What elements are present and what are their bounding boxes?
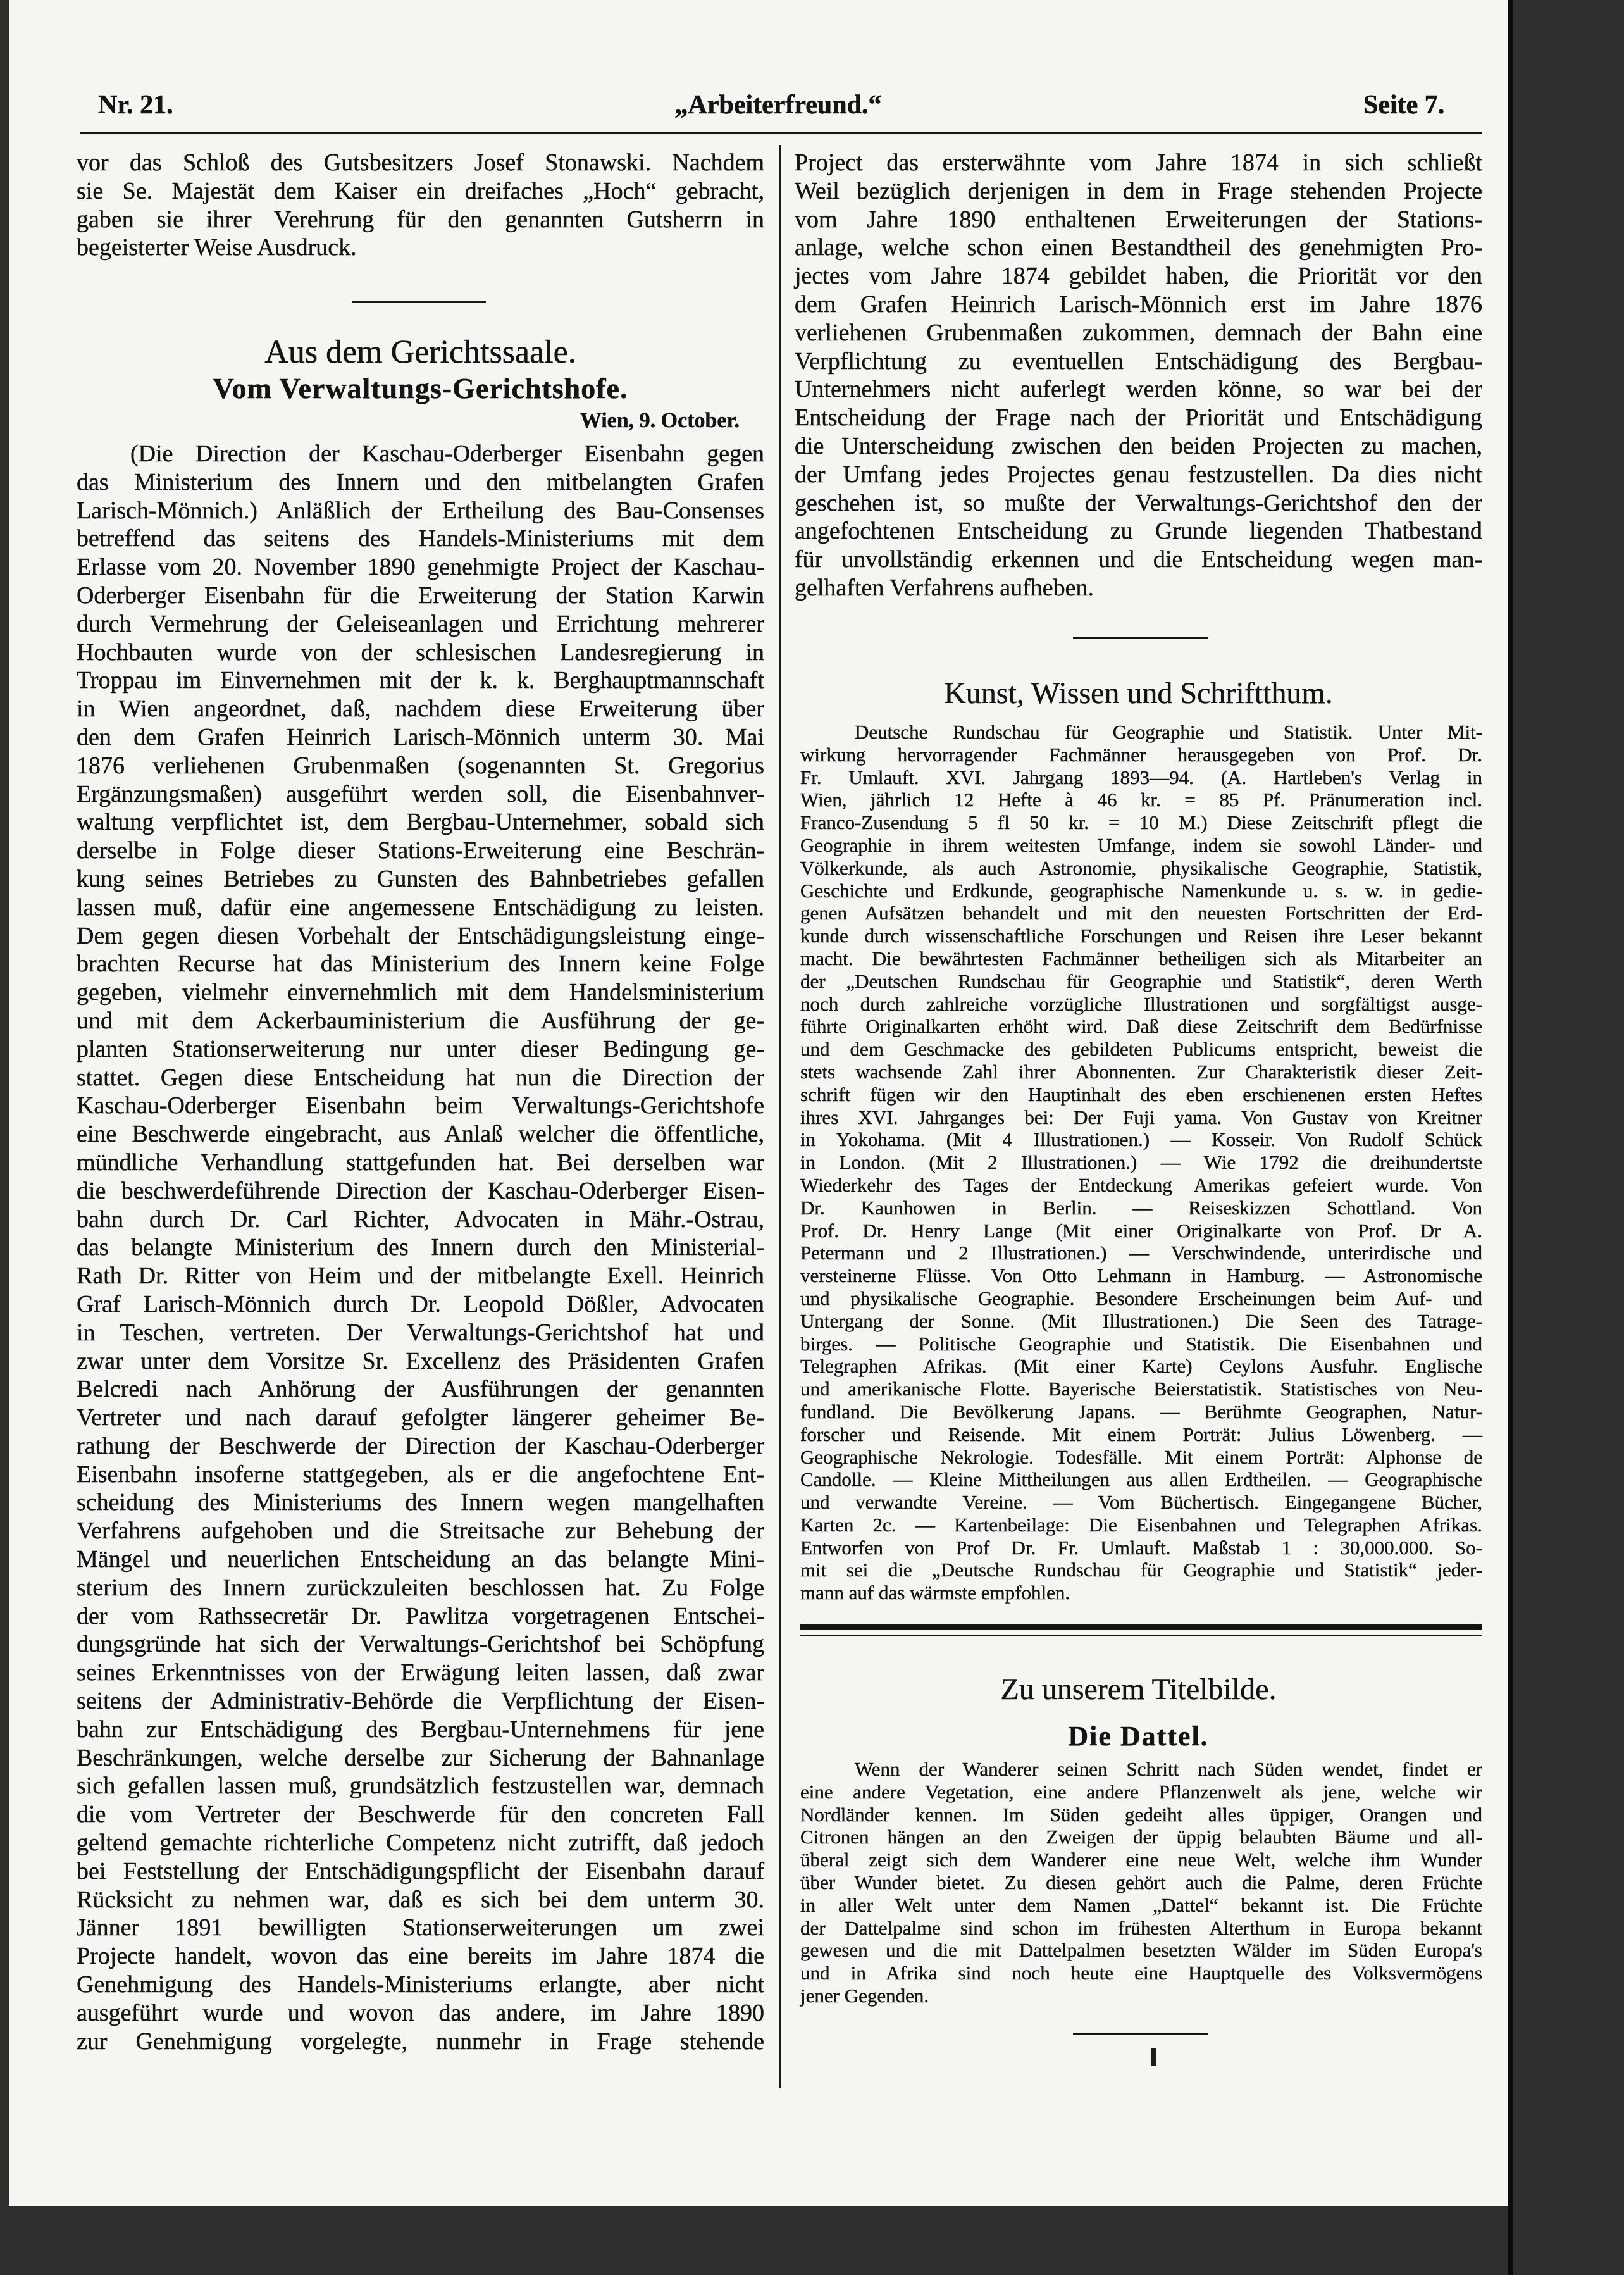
text-line: und physikalische Geographie. Besondere Erscheinungen beim Auf- und xyxy=(800,1287,1482,1309)
text-line: Franco-Zusendung 5 fl 50 kr. = 10 M.) Diese Zeitschrift pflegt die xyxy=(800,811,1482,834)
text-line: Verpflichtung zu eventuellen Entschädigung des Bergbau- xyxy=(795,347,1482,375)
text-line: Genehmigung des Handels-Ministeriums erlangte, aber nicht xyxy=(77,1971,764,1998)
text-line: (Die Direction der Kaschau-Oderberger Eisenbahn gegen xyxy=(130,440,764,467)
text-line: kunde durch wissenschaftliche Forschungen und Reisen ihre Leser bekannt xyxy=(800,925,1482,947)
text-line: forscher und Reisende. Mit einem Porträt: Julius Löwenberg. — xyxy=(800,1423,1482,1445)
text-line: über Wunder bietet. Zu diesen gehört auch die Palme, deren Früchte xyxy=(800,1871,1482,1893)
text-line: vor das Schloß des Gutsbesitzers Josef Stonawski. Nachdem xyxy=(77,149,764,176)
newspaper-title: „Arbeiterfreund.“ xyxy=(674,90,882,120)
text-line: zwar unter dem Vorsitze Sr. Excellenz des Präsidenten Grafen xyxy=(77,1347,764,1374)
text-line: Kaschau-Oderberger Eisenbahn beim Verwaltungs-Gerichtshofe xyxy=(77,1092,764,1119)
text-line: eine Beschwerde eingebracht, aus Anlaß welcher die öffentliche, xyxy=(77,1121,764,1148)
text-line: Jänner 1891 bewilligten Stationserweiterungen um zwei xyxy=(77,1914,764,1942)
text-line: Belcredi nach Anhörung der Ausführungen der genannten xyxy=(77,1376,764,1403)
text-line: gewesen und die mit Dattelpalmen besetzten Wälder im Süden Europa's xyxy=(800,1939,1482,1962)
text-line: mündliche Verhandlung stattgefunden hat. Bei derselben war xyxy=(77,1149,764,1176)
text-line: anlage, welche schon einen Bestandtheil des genehmigten Pro- xyxy=(795,234,1482,261)
text-line: Telegraphen Afrikas. (Mit einer Karte) Ceylons Ausfuhr. Englische xyxy=(800,1355,1482,1378)
text-line: Candolle. — Kleine Mittheilungen aus allen Erdtheilen. — Geographische xyxy=(800,1468,1482,1491)
text-line: versteinerne Flüsse. Von Otto Lehmann in Hamburg. — Astronomische xyxy=(800,1264,1482,1287)
text-line: Karten 2c. — Kartenbeilage: Die Eisenbahnen und Telegraphen Afrikas. xyxy=(800,1513,1482,1536)
intro-paragraph xyxy=(77,149,764,262)
page-number: Seite 7. xyxy=(1363,90,1445,120)
text-line: Prof. Dr. Henry Lange (Mit einer Originalkarte von Prof. Dr A. xyxy=(800,1219,1482,1242)
text-line: und dem Geschmacke des gebildeten Publicums entspricht, beweist die xyxy=(800,1038,1482,1061)
text-line: Troppau im Einvernehmen mit der k. k. Berghauptmannschaft xyxy=(77,667,764,694)
text-line: Entscheidung der Frage nach der Priorität und Entschädigung xyxy=(795,404,1482,432)
text-line: und in Afrika sind noch heute eine Hauptquelle des Volksvermögens xyxy=(800,1962,1482,1985)
text-line: brachten Recurse hat das Ministerium des Innern keine Folge xyxy=(77,951,764,978)
text-line: sterium des Innern zurückzuleiten beschlossen hat. Zu Folge xyxy=(77,1574,764,1601)
arts-heading: Kunst, Wissen und Schriftthum. xyxy=(944,676,1333,710)
text-line: führte Originalkarten erhöht wird. Daß diese Zeitschrift dem Bedürfnisse xyxy=(800,1015,1482,1038)
text-line: macht. Die bewährtesten Fachmänner betheiligen sich als Mitarbeiter an xyxy=(800,947,1482,969)
text-line: den dem Grafen Heinrich Larisch-Mönnich unterm 30. Mai xyxy=(77,723,764,751)
text-line: 1876 verliehenen Grubenmaßen (sogenannten St. Gregorius xyxy=(77,752,764,779)
text-line: jener Gegenden. xyxy=(800,1984,929,2007)
cover-subheading: Die Dattel. xyxy=(1068,1721,1209,1752)
text-line: stattet. Gegen diese Entscheidung hat nun die Direction der xyxy=(77,1064,764,1091)
text-line: Unternehmers nicht auferlegt werden könne, so war bei der xyxy=(795,376,1482,403)
text-line: Dem gegen diesen Vorbehalt der Entschädigungsleistung einge- xyxy=(77,922,764,949)
text-line: Deutsche Rundschau für Geographie und Statistik. Unter Mit- xyxy=(855,721,1482,743)
text-line: durch Vermehrung der Geleiseanlagen und Errichtung mehrerer xyxy=(77,610,764,637)
text-line: scheidung des Ministeriums des Innern wegen mangelhaften xyxy=(77,1489,764,1516)
text-line: der Dattelpalme sind schon im frühesten Alterthum in Europa bekannt xyxy=(800,1916,1482,1939)
text-line: Rücksicht zu nehmen war, daß es sich bei dem unterm 30. xyxy=(77,1886,764,1913)
court-article xyxy=(77,440,764,2055)
text-line: die Unterscheidung zwischen den beiden Projecten zu machen, xyxy=(795,432,1482,459)
text-line: Eisenbahn insoferne stattgegeben, als er die angefochtene Ent- xyxy=(77,1461,764,1488)
text-line: eine andere Vegetation, eine andere Pflanzenwelt als jene, welche wir xyxy=(800,1780,1482,1803)
thin-rule xyxy=(800,1635,1482,1636)
text-line: Project das ersterwähnte vom Jahre 1874 in sich schließt xyxy=(795,149,1482,176)
text-line: Vertreter und nach darauf gefolgter längerer geheimer Be- xyxy=(77,1404,764,1431)
text-line: zur Genehmigung vorgelegte, nunmehr in Frage stehende xyxy=(77,2028,764,2055)
text-line: ihres XVI. Jahrganges bei: Der Fuji yama. Von Gustav von Kreitner xyxy=(800,1106,1482,1128)
text-line: in aller Welt unter dem Namen „Dattel“ bekannt ist. Die Früchte xyxy=(800,1893,1482,1916)
text-line: und verwandte Vereine. — Vom Büchertisch. Eingegangene Bücher, xyxy=(800,1491,1482,1514)
text-line: lassen muß, dafür eine angemessene Entschädigung zu leisten. xyxy=(77,894,764,921)
court-subheading: Vom Verwaltungs-Gerichtshofe. xyxy=(213,372,628,404)
text-line: Verfahrens aufgehoben und die Streitsache zur Behebung der xyxy=(77,1518,764,1545)
column-divider xyxy=(779,145,781,2088)
text-line: in London. (Mit 2 Illustrationen.) — Wie 1792 die dreihundertste xyxy=(800,1151,1482,1174)
text-line: Dr. Kaunhowen in Berlin. — Reiseskizzen Schottland. Von xyxy=(800,1196,1482,1219)
text-line: mann auf das wärmste empfohlen. xyxy=(800,1581,1070,1604)
text-line: geschehen ist, so mußte der Verwaltungs-Gerichtshof den der xyxy=(795,489,1482,516)
text-line: dem Grafen Heinrich Larisch-Mönnich erst im Jahre 1876 xyxy=(795,290,1482,318)
text-line: Oderberger Eisenbahn für die Erweiterung der Station Karwin xyxy=(77,582,764,609)
text-line: stets wachsende Zahl ihrer Abonnenten. Zur Charakteristik dieser Zeit- xyxy=(800,1060,1482,1083)
text-line: Untergang der Sonne. (Mit Illustrationen.) Die Seen des Tatrage- xyxy=(800,1309,1482,1332)
text-line: Petermann und 2 Illustrationen.) — Verschwindende, unterirdische und xyxy=(800,1242,1482,1264)
text-line: birges. — Politische Geographie und Statistik. Die Eisenbahnen und xyxy=(800,1332,1482,1355)
text-line: Wiederkehr des Tages der Entdeckung Amerikas gefeiert wurde. Von xyxy=(800,1173,1482,1196)
text-line: derselbe in Folge dieser Stations-Erweiterung eine Beschrän- xyxy=(77,837,764,864)
text-line: in Yokohama. (Mit 4 Illustrationen.) — Kosseir. Von Rudolf Schück xyxy=(800,1128,1482,1151)
section-rule xyxy=(352,301,486,303)
text-line: ausgeführt wurde und wovon das andere, im Jahre 1890 xyxy=(77,1999,764,2026)
text-line: Weil bezüglich derjenigen in dem in Frage stehenden Projecte xyxy=(795,177,1482,204)
text-line: Projecte handelt, wovon das eine bereits im Jahre 1874 die xyxy=(77,1943,764,1970)
scan-edge xyxy=(1508,0,1513,2275)
court-article-continued xyxy=(795,149,1482,602)
text-line: Entworfen von Prof Dr. Fr. Umlauft. Maßstab 1 : 30,000.000. So- xyxy=(800,1536,1482,1559)
text-line: überal zeigt sich dem Wanderer eine neue Welt, welche ihm Wunder xyxy=(800,1848,1482,1871)
text-line: begeisterter Weise Ausdruck. xyxy=(77,234,357,261)
text-line: fundland. Die Bevölkerung Japans. — Berühmte Geographen, Natur- xyxy=(800,1400,1482,1423)
text-line: Hochbauten wurde von der schlesischen Landesregierung in xyxy=(77,639,764,666)
text-line: geltend gemachte richterliche Competenz nicht zutrifft, daß jedoch xyxy=(77,1829,764,1857)
court-heading: Aus dem Gerichtssaale. xyxy=(264,334,576,370)
text-line: wirkung hervorragender Fachmänner herausgegeben von Prof. Dr. xyxy=(800,743,1482,766)
text-line: Wenn der Wanderer seinen Schritt nach Süden wendet, findet er xyxy=(855,1758,1482,1780)
text-line: bei Feststellung der Entschädigungspflicht der Eisenbahn darauf xyxy=(77,1857,764,1885)
cover-heading: Zu unserem Titelbilde. xyxy=(1000,1673,1277,1706)
text-line: planten Stationserweiterung nur unter dieser Bedingung ge- xyxy=(77,1035,764,1063)
text-line: kung seines Betriebes zu Gunsten des Bahnbetriebes gefallen xyxy=(77,865,764,892)
ornament-mark xyxy=(1151,2048,1156,2066)
text-line: rathung der Beschwerde der Direction der Kaschau-Oderberger xyxy=(77,1432,764,1459)
text-line: der Umfang jedes Projectes genau festzustellen. Da dies nicht xyxy=(795,461,1482,488)
text-line: der vom Rathssecretär Dr. Pawlitza vorgetragenen Entschei- xyxy=(77,1602,764,1630)
court-dateline: Wien, 9. October. xyxy=(580,409,740,432)
text-line: Graf Larisch-Mönnich durch Dr. Leopold Dößler, Advocaten xyxy=(77,1290,764,1318)
text-line: seitens der Administrativ-Behörde die Verpflichtung der Eisen- xyxy=(77,1688,764,1715)
cover-article xyxy=(800,1758,1482,2007)
text-line: und mit dem Ackerbauministerium die Ausführung der ge- xyxy=(77,1007,764,1034)
text-line: Nordländer kennen. Im Süden gedeiht alles üppiger, Orangen und xyxy=(800,1803,1482,1826)
end-rule xyxy=(1073,2033,1208,2035)
text-line: sich gefallen lassen muß, grundsätzlich festzustellen war, demnach xyxy=(77,1773,764,1800)
text-line: Beschränkungen, welche derselbe zur Sicherung der Bahnanlage xyxy=(77,1744,764,1771)
text-line: verliehenen Grubenmaßen zukommen, demnach der Bahn eine xyxy=(795,319,1482,346)
text-line: betreffend das seitens des Handels-Ministeriums mit dem xyxy=(77,525,764,552)
text-line: in Wien angeordnet, daß, nachdem diese Erweiterung über xyxy=(77,695,764,723)
text-line: das belangte Ministerium des Innern durch den Ministerial- xyxy=(77,1234,764,1261)
text-line: bahn durch Dr. Carl Richter, Advocaten in Mähr.-Ostrau, xyxy=(77,1206,764,1233)
text-line: Mängel und neuerlichen Entscheidung an das belangte Mini- xyxy=(77,1546,764,1573)
text-line: bahn zur Entschädigung des Bergbau-Unternehmens für jene xyxy=(77,1716,764,1743)
text-line: seines Erkenntnisses von der Erwägung leiten lassen, daß zwar xyxy=(77,1659,764,1686)
text-line: sie Se. Majestät dem Kaiser ein dreifaches „Hoch“ gebracht, xyxy=(77,177,764,204)
text-line: der „Deutschen Rundschau für Geographie und Statistik“, deren Werth xyxy=(800,969,1482,992)
text-line: gegeben, vielmehr einvernehmlich mit dem Handelsministerium xyxy=(77,979,764,1006)
text-line: waltung verpflichtet ist, dem Bergbau-Unternehmer, sobald sich xyxy=(77,809,764,836)
text-line: noch durch zahlreiche vorzügliche Illustrationen und sorgfältigst ausge- xyxy=(800,992,1482,1015)
text-line: Fr. Umlauft. XVI. Jahrgang 1893—94. (A. Hartleben's Verlag in xyxy=(800,766,1482,788)
issue-number: Nr. 21. xyxy=(98,90,173,120)
text-line: Rath Dr. Ritter von Heim und der mitbelangte Exell. Heinrich xyxy=(77,1262,764,1290)
text-line: mit sei die „Deutsche Rundschau für Geographie und Statistik“ jeder- xyxy=(800,1559,1482,1581)
text-line: und amerikanische Flotte. Bayerische Beierstatistik. Statistisches von Neu- xyxy=(800,1378,1482,1400)
text-line: Larisch-Mönnich.) Anläßlich der Ertheilung des Bau-Consenses xyxy=(77,497,764,524)
text-line: Geschichte und Erdkunde, geographische Namenkunde u. s. w. in gedie- xyxy=(800,879,1482,902)
text-line: Erlasse vom 20. November 1890 genehmigte Project der Kaschau- xyxy=(77,554,764,581)
text-line: Geographie in ihrem weitesten Umfange, indem sie sowohl Länder- und xyxy=(800,833,1482,856)
header-rule xyxy=(80,132,1482,134)
text-line: jectes vom Jahre 1874 gebildet haben, die Priorität vor den xyxy=(795,263,1482,290)
text-line: gelhaften Verfahrens aufheben. xyxy=(795,574,1094,601)
text-line: Citronen hängen an den Zweigen der üppig belaubten Bäume und all- xyxy=(800,1826,1482,1848)
text-line: in Teschen, vertreten. Der Verwaltungs-Gerichtshof hat und xyxy=(77,1319,764,1346)
text-line: das Ministerium des Innern und den mitbelangten Grafen xyxy=(77,468,764,496)
text-line: Wien, jährlich 12 Hefte à 46 kr. = 85 Pf. Pränumeration incl. xyxy=(800,788,1482,811)
text-line: Ergänzungsmaßen) ausgeführt werden soll, die Eisenbahnver- xyxy=(77,780,764,807)
text-line: schrift fügen wir den Hauptinhalt des eben erschienenen ersten Heftes xyxy=(800,1083,1482,1106)
section-rule xyxy=(1073,637,1208,639)
text-line: angefochtenen Entscheidung zu Grunde liegenden Thatbestand xyxy=(795,518,1482,545)
text-line: Völkerkunde, als auch Astronomie, physikalische Geographie, Statistik, xyxy=(800,856,1482,879)
text-line: gaben sie ihrer Verehrung für den genannten Gutsherrn in xyxy=(77,206,764,233)
thick-rule xyxy=(800,1624,1482,1630)
text-line: dungsgründe hat sich der Verwaltungs-Gerichtshof bei Schöpfung xyxy=(77,1631,764,1658)
text-line: die vom Vertreter der Beschwerde für den concreten Fall xyxy=(77,1801,764,1828)
text-line: die beschwerdeführende Direction der Kaschau-Oderberger Eisen- xyxy=(77,1177,764,1204)
arts-review xyxy=(800,721,1482,1604)
text-line: für unvollständig erkennen und die Entscheidung wegen man- xyxy=(795,546,1482,573)
text-line: vom Jahre 1890 enthaltenen Erweiterungen der Stations- xyxy=(795,206,1482,233)
text-line: genen Aufsätzen behandelt und mit den neuesten Fortschritten der Erd- xyxy=(800,902,1482,925)
text-line: Geographische Nekrologie. Todesfälle. Mit einem Porträt: Alphonse de xyxy=(800,1445,1482,1468)
